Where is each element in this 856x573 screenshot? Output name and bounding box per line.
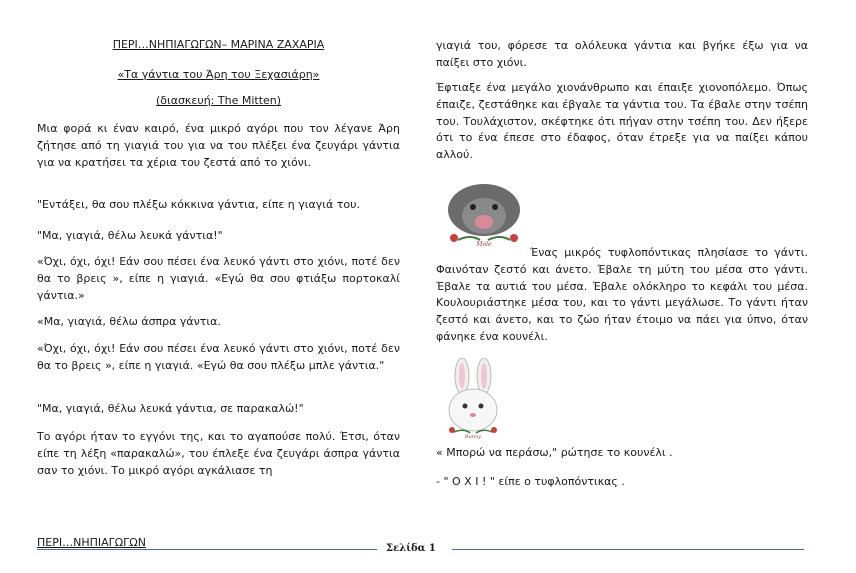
footer-title: ΠΕΡΙ…ΝΗΠΙΑΓΩΓΩΝ bbox=[37, 536, 146, 549]
mole-caption: Mole bbox=[476, 241, 492, 248]
paragraph: Έφτιαξε ένα μεγάλο χιονάνθρωπο και έπαιξε χιονοπόλεμο. Όπως έπαιζε, ζεστάθηκε και έβγαλε τα γάντια του. Τα έβαλε στην τσέπη του. Τουλάχιστον, σκέφτηκε ότι πήγαν στην τσέπη του. Δεν ήξερε ότι το ένα έπεσε στο έδαφος, όταν έτρεξε για να παίξει κάπου αλλού. bbox=[436, 81, 808, 162]
footer-divider-right bbox=[452, 549, 804, 550]
document-header: ΠΕΡΙ…ΝΗΠΙΑΓΩΓΩΝ– ΜΑΡΙΝΑ ΖΑΧΑΡΙΑ bbox=[112, 38, 325, 51]
paragraph: γιαγιά του, φόρεσε τα ολόλευκα γάντια και βγήκε έξω για να παίξει στο χιόνι. bbox=[436, 39, 808, 69]
paragraph: « Μπορώ να περάσω," ρώτησε το κουνέλι . bbox=[436, 446, 673, 459]
paragraph: "Εντάξει, θα σου πλέξω κόκκινα γάντια, είπε η γιαγιά του. bbox=[37, 198, 360, 211]
mole-illustration bbox=[440, 180, 528, 250]
story-title: «Τα γάντια του Άρη του Ξεχασιάρη» bbox=[117, 68, 320, 81]
bunny-illustration bbox=[440, 358, 506, 440]
paragraph: Μια φορά κι έναν καιρό, ένα μικρό αγόρι που τον λέγανε Άρη ζήτησε από τη γιαγιά του για να του πλέξει ένα ζευγάρι γάντια για να κρατήσει τα χέρια του ζεστά από το χιόνι. bbox=[37, 122, 400, 169]
paragraph: "Μα, γιαγιά, θέλω λευκά γάντια, σε παρακαλώ!" bbox=[37, 402, 304, 415]
paragraph: - " Ο Χ Ι ! " είπε ο τυφλοπόντικας . bbox=[436, 475, 625, 488]
paragraph: Ένας μικρός τυφλοπόντικας πλησίασε το γάντι. Φαινόταν ζεστό και άνετο. Έβαλε τη μύτη του μέσα στο γάντι. Έβαλε τα αυτιά του μέσα. Έβαλε ολόκληρο το κεφάλι του μέσα. Κουλουριάστηκε μέσα του, και το γάντι μεγάλωσε. Το γάντι ήταν ζεστό και άνετο, και το ζώο ήταν έτοιμο να πάει για ύπνο, όταν φάνηκε ένα κουνέλι. bbox=[436, 246, 808, 343]
paragraph: «Όχι, όχι, όχι! Εάν σου πέσει ένα λευκό γάντι στο χιόνι, ποτέ δεν θα το βρεις », είπε η γιαγιά. «Εγώ θα σου πλέξω μπλε γάντια." bbox=[37, 342, 400, 372]
paragraph: Το αγόρι ήταν το εγγόνι της, και το αγαπούσε πολύ. Έτσι, όταν είπε τη λέξη «παρακαλώ», του έπλεξε ένα ζευγάρι άσπρα γάντια σαν το χιόνι. Το μικρό αγόρι αγκάλιασε τη bbox=[37, 430, 400, 477]
footer-divider-left bbox=[37, 549, 377, 550]
page-number: Σελίδα 1 bbox=[386, 543, 436, 554]
paragraph: «Όχι, όχι, όχι! Εάν σου πέσει ένα λευκό γάντι στο χιόνι, ποτέ δεν θα το βρεις », είπε η γιαγιά. «Εγώ θα σου φτιάξω πορτοκαλί γάντια.» bbox=[37, 255, 400, 302]
paragraph: "Μα, γιαγιά, θέλω λευκά γάντια!" bbox=[37, 229, 223, 242]
adaptation-note: (διασκευή: The Mitten) bbox=[155, 94, 282, 107]
bunny-caption: Bunny bbox=[464, 434, 482, 440]
paragraph: «Μα, γιαγιά, θέλω άσπρα γάντια. bbox=[37, 315, 221, 328]
